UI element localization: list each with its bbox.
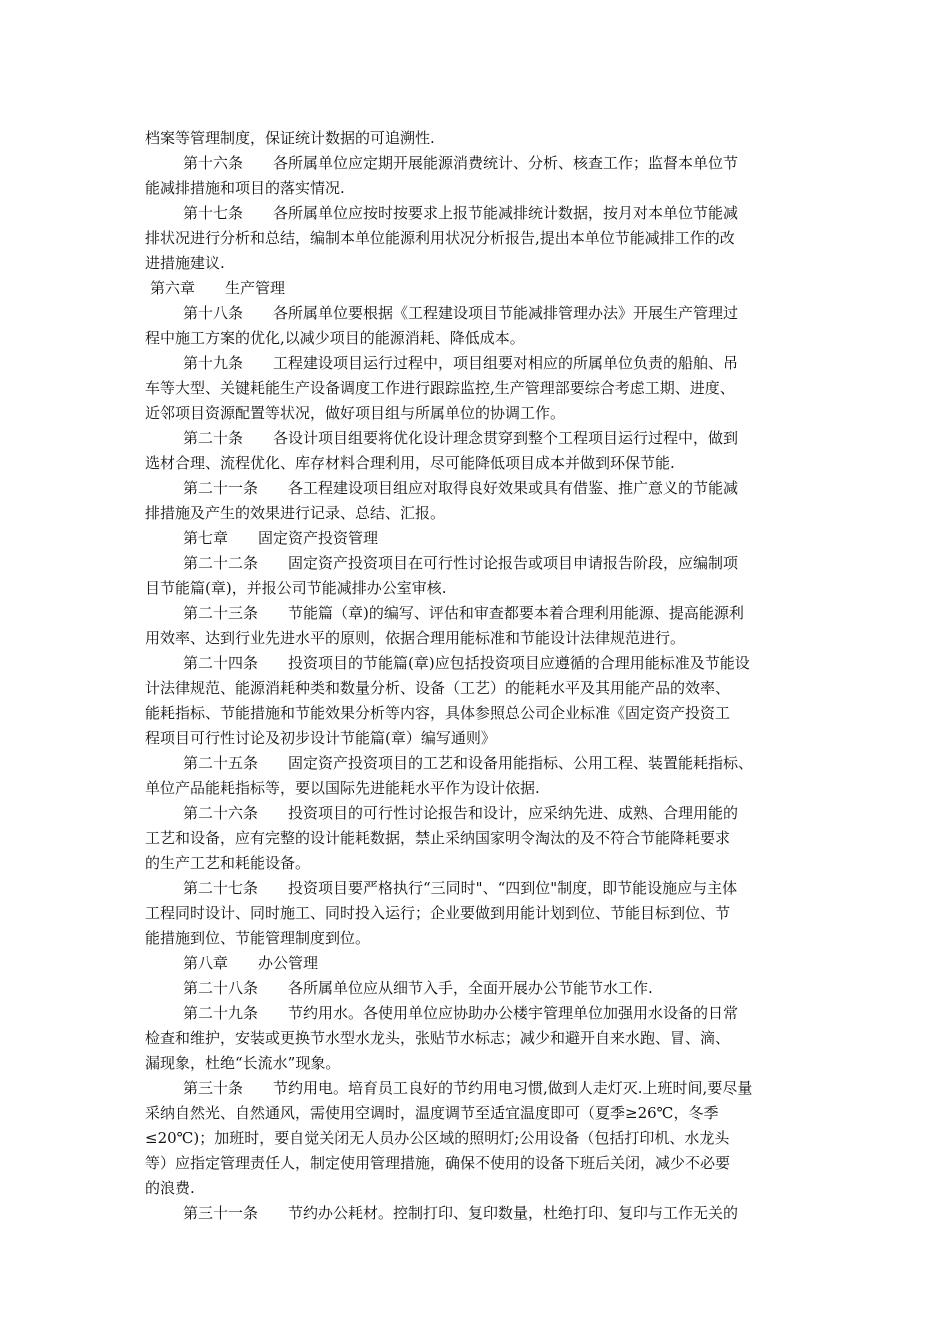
chapter-title: 生产管理 (225, 279, 286, 297)
article-number: 第二十六条 (183, 804, 259, 822)
article-29 (183, 1003, 738, 1027)
article-16 (183, 153, 738, 177)
text-line: 程中施工方案的优化,以减少项目的能源消耗、降低成本。 (145, 329, 525, 347)
text-line: 程项目可行性讨论及初步设计节能篇(章）编写通则》 (145, 729, 496, 747)
chapter-title: 固定资产投资管理 (258, 529, 379, 547)
article-text: 节约办公耗材。控制打印、复印数量，杜绝打印、复印与工作无关的 (288, 1204, 739, 1222)
text-line: 近邻项目资源配置等状况，做好项目组与所属单位的协调工作。 (145, 404, 566, 422)
text-line: 能减排措施和项目的落实情况. (145, 179, 345, 197)
text-line: 检查和维护，安装或更换节水型水龙头，张贴节水标志；减少和避开自来水跑、冒、滴、 (145, 1029, 731, 1047)
article-text: 节约用电。培育员工良好的节约用电习惯,做到人走灯灭.上班时间,要尽量 (273, 1079, 753, 1097)
article-text: 各所属单位应从细节入手，全面开展办公节能节水工作. (288, 979, 653, 997)
article-number: 第二十三条 (183, 604, 259, 622)
text-line: 等）应指定管理责任人，制定使用管理措施，确保不使用的设备下班后关闭，减少不必要 (145, 1154, 731, 1172)
article-27 (183, 878, 737, 902)
text-line: 选材合理、流程优化、库存材料合理利用，尽可能降低项目成本并做到环保节能. (145, 454, 675, 472)
article-text: 各所属单位应定期开展能源消费统计、分析、核查工作；监督本单位节 (273, 154, 739, 172)
text-line: 工艺和设备，应有完整的设计能耗数据，禁止采纳国家明令淘汰的及不符合节能降耗要求 (145, 829, 731, 847)
article-number: 第三十一条 (183, 1204, 259, 1222)
article-number: 第二十九条 (183, 1004, 259, 1022)
article-text: 各设计项目组要将优化设计理念贯穿到整个工程项目运行过程中，做到 (273, 429, 739, 447)
article-number: 第十八条 (183, 304, 244, 322)
article-text: 工程建设项目运行过程中，项目组要对相应的所属单位负责的船舶、吊 (273, 354, 739, 372)
article-text: 各所属单位要根据《工程建设项目节能减排管理办法》开展生产管理过 (273, 304, 739, 322)
article-number: 第二十条 (183, 429, 244, 447)
chapter-number: 第六章 (150, 279, 196, 297)
article-30 (183, 1078, 752, 1102)
article-text: 各所属单位应按时按要求上报节能减排统计数据，按月对本单位节能减 (273, 204, 739, 222)
article-text: 各工程建设项目组应对取得良好效果或具有借鉴、推广意义的节能减 (288, 479, 739, 497)
article-21 (183, 478, 738, 502)
article-text: 投资项目的可行性讨论报告和设计，应采纳先进、成熟、合理用能的 (288, 804, 739, 822)
article-text: 投资项目要严格执行“三同时"、“四到位"制度，即节能设施应与主体 (288, 879, 738, 897)
article-text: 节能篇（章)的编写、评估和审查都要本着合理利用能源、提高能源利 (288, 604, 744, 622)
article-17 (183, 203, 738, 227)
article-text: 投资项目的节能篇(章)应包括投资项目应遵循的合理用能标准及节能设 (288, 654, 750, 672)
text-line: 排措施及产生的效果进行记录、总结、汇报。 (145, 504, 446, 522)
text-line: 车等大型、关键耗能生产设备调度工作进行跟踪监控,生产管理部要综合考虑工期、进度、 (145, 379, 735, 397)
chapter-6-heading (150, 278, 285, 302)
text-line: 的生产工艺和耗能设备。 (145, 854, 311, 872)
article-22 (183, 553, 738, 577)
article-24 (183, 653, 750, 677)
chapter-7-heading (183, 528, 378, 552)
article-number: 第十六条 (183, 154, 244, 172)
article-text: 节约用水。各使用单位应协助办公楼宇管理单位加强用水设备的日常 (288, 1004, 739, 1022)
article-18 (183, 303, 738, 327)
article-number: 第二十四条 (183, 654, 259, 672)
text-line: 用效率、达到行业先进水平的原则，依据合理用能标准和节能设计法律规范进行。 (145, 629, 686, 647)
chapter-number: 第七章 (183, 529, 229, 547)
text-line: 采纳自然光、自然通风，需使用空调时，温度调节至适宜温度即可（夏季≥26℃，冬季 (145, 1104, 719, 1122)
article-number: 第二十一条 (183, 479, 259, 497)
article-19 (183, 353, 738, 377)
article-text: 固定资产投资项目在可行性讨论报告或项目申请报告阶段，应编制项 (288, 554, 739, 572)
article-number: 第三十条 (183, 1079, 244, 1097)
article-31 (183, 1203, 738, 1227)
chapter-number: 第八章 (183, 954, 229, 972)
chapter-8-heading (183, 953, 318, 977)
text-line: 计法律规范、能源消耗种类和数量分析、设备（工艺）的能耗水平及其用能产品的效率、 (145, 679, 731, 697)
article-number: 第十七条 (183, 204, 244, 222)
text-line: 排状况进行分析和总结，编制本单位能源利用状况分析报告,提出本单位节能减排工作的改 (145, 229, 735, 247)
text-line: 工程同时设计、同时施工、同时投入运行；企业要做到用能计划到位、节能目标到位、节 (145, 904, 731, 922)
article-28 (183, 978, 653, 1002)
text-line: 档案等管理制度，保证统计数据的可追溯性. (145, 129, 435, 147)
text-line: 能措施到位、节能管理制度到位。 (145, 929, 371, 947)
article-20 (183, 428, 738, 452)
article-number: 第二十二条 (183, 554, 259, 572)
article-number: 第十九条 (183, 354, 244, 372)
text-line: 能耗指标、节能措施和节能效果分析等内容，具体参照总公司企业标准《固定资产投资工 (145, 704, 731, 722)
article-text: 固定资产投资项目的工艺和设备用能指标、公用工程、装置能耗指标、 (288, 754, 754, 772)
text-line: 单位产品能耗指标等，要以国际先进能耗水平作为设计依据. (145, 779, 540, 797)
text-line: 的浪费. (145, 1179, 195, 1197)
article-26 (183, 803, 738, 827)
text-line: 漏现象，杜绝“长流水”现象。 (145, 1054, 341, 1072)
text-line: 进措施建议. (145, 254, 225, 272)
article-number: 第二十五条 (183, 754, 259, 772)
article-number: 第二十八条 (183, 979, 259, 997)
text-line: 目节能篇(章)，并报公司节能减排办公室审核. (145, 579, 447, 597)
chapter-title: 办公管理 (258, 954, 319, 972)
article-number: 第二十七条 (183, 879, 259, 897)
article-25 (183, 753, 753, 777)
text-line: ≤20℃)；加班时，要自觉关闭无人员办公区域的照明灯;公用设备（包括打印机、水龙头 (145, 1129, 730, 1147)
article-23 (183, 603, 744, 627)
